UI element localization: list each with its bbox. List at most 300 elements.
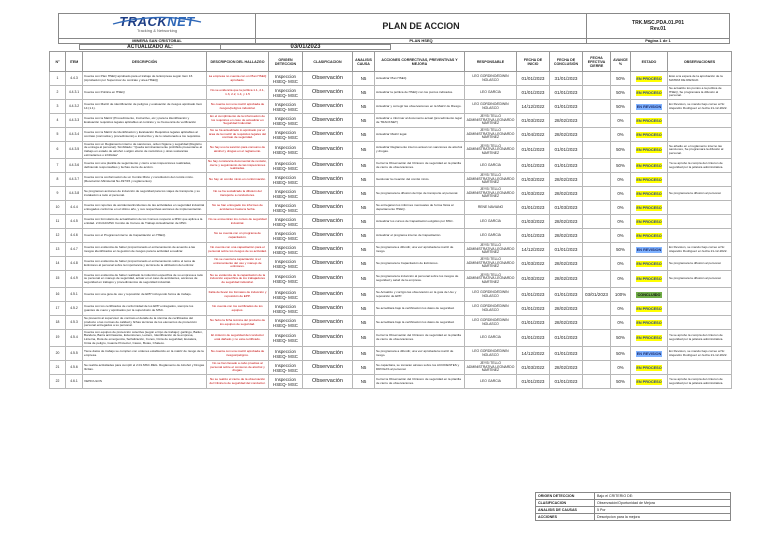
start-date: 01/04/2022 [517,128,550,142]
detection-origin: Inspeccion HSEQ- MSC [269,215,303,229]
close-date [583,86,611,100]
cause-analysis: N5 [353,173,375,187]
description: Cuenta con la conformación de un Comité Mixto y constitución del comité mixto. (Resolución Ministerial No.497/15 y reglamentos) [83,173,207,187]
responsible: LEO GORDINO/EDWIN NOLASCO [465,100,517,114]
end-date: 28/02/2023 [550,271,583,288]
description: Cuenta con un Reglamento interno de sanciones, orden higiene y seguridad (Registro de entrega al personal). Simbiliado: "Queda terminantemente prohibido presentarse al trabajo en estado de alcohol o algún efecto de narcóticos y otras sustancias estimulantes o inhibidas" [83,142,207,159]
status-badge: EN PROCESO [636,233,662,238]
table-row [50,361,732,375]
status-cell [631,187,668,201]
row-number: 8 [50,173,66,187]
observations [668,201,732,215]
status-badge: EN PROCESO [636,379,662,384]
description: Se presentó al supervisor de contrato el detalle de la nómina de certificados del producto o las normas de calidad y fichas técnicas de los elementos de protección personal entregados a su personal. [83,316,207,330]
document-revision: Rev.01 [650,26,666,32]
column-header: ORIGEN DETECCION [269,52,303,72]
corrective-action: Actualizar Plan HSEQ. [375,72,465,86]
start-date: 01/03/2022 [517,187,550,201]
finding-description: No se encuentran los cursos de seguridad industrial. [207,215,269,229]
table-row [50,201,732,215]
logo-swoosh-icon [111,14,203,29]
observations [668,229,732,243]
row-number: 4 [50,114,66,128]
corrective-action: Se Actualizo y corrigio las observación en la guía de Uso y reposición de EPP. [375,288,465,302]
legend-row [536,514,731,521]
cause-analysis: N5 [353,330,375,347]
end-date: 28/02/2023 [550,361,583,375]
item-code: 4.4.3.1 [66,86,83,100]
item-code: 4.5.1 [66,288,83,302]
status-cell [631,72,668,86]
responsible: JEYSI TELLO ADMINISTRATIVA LEONARDO MARTINEZ [465,361,517,375]
close-date [583,215,611,229]
start-date: 01/01/2023 [517,72,550,86]
legend-value: Observación/Oportunidad de Mejora [595,500,731,507]
updated-label: ACTUALIZADO AL: [79,44,221,50]
classification: Observación [303,302,353,316]
status-badge: EN PROCESO [636,90,662,95]
legend-value: Bajo el CRITERIO DE: [595,493,731,500]
item-code: 4.4.3.6 [66,159,83,173]
observations: Ya se aprobo la compra del cinturon de seguridad por la jefatura administrativa. [668,330,732,347]
cause-analysis: N5 [353,72,375,86]
classification: Observación [303,86,353,100]
start-date: 14/12/2022 [517,243,550,257]
responsible: JEYSI TELLO ADMINISTRATIVA LEONARDO MARTINEZ [465,243,517,257]
close-date [583,361,611,375]
page-number: Página 1 de 1 [645,37,671,43]
close-date [583,72,611,86]
end-date: 01/01/2023 [550,347,583,361]
status-badge: EN PROCESO [636,177,662,182]
corrective-action: Actualizar los cursos de Capacitación exigidos por MSC. [375,215,465,229]
responsible: LEO GORDINO/EDWIN NOLASCO [465,316,517,330]
progress-percent: 50% [611,330,631,347]
cause-analysis: N5 [353,316,375,330]
description: Cuenta con evidencia de haber proporcionado el entrenamiento sobre el tema de Extintores al personal sobre la importancia y técnica de la utilización del extintor. [83,257,207,271]
close-date: 03/01/2023 [583,288,611,302]
row-number: 20 [50,347,66,361]
table-row [50,375,732,389]
progress-percent: 0% [611,215,631,229]
table-row [50,142,732,159]
classification: Observación [303,159,353,173]
end-date: 28/02/2023 [550,302,583,316]
table-row [50,215,732,229]
column-header: ANALISIS CAUSA [353,52,375,72]
status-badge: EN PROCESO [636,277,662,281]
close-date [583,316,611,330]
end-date: 01/01/2023 [550,86,583,100]
item-code: 4.4.3.5 [66,142,83,159]
close-date [583,173,611,187]
finding-description: Falta de llevar los formatos de inducción y reposición de EPP. [207,288,269,302]
row-number: 2 [50,86,66,100]
end-date: 01/01/2023 [550,330,583,347]
progress-percent: 0% [611,114,631,128]
cause-analysis: N5 [353,361,375,375]
close-date [583,375,611,389]
corrective-action: Se capacitara, se tomaran alcotes sobre los ACCIDENTES y DROGAS al personal. [375,361,465,375]
classification: Observación [303,316,353,330]
legend-row [536,507,731,514]
description: Cuenta con formulario de actualización de los Correos respecto a MSC que aplica a la entidad. 2.01/A0.MSC Comité de Cursos de Trabajo Actualización de MSC. [83,215,207,229]
cause-analysis: N5 [353,201,375,215]
progress-percent: 50% [611,243,631,257]
plan-name: PLAN HSEQ [256,37,587,43]
progress-percent: 0% [611,271,631,288]
observations [668,173,732,187]
cause-analysis: N5 [353,229,375,243]
description: Cuenta con el Programa Interno de Capacitación en HSEQ. [83,229,207,243]
observations: Se actualizo los puntos a la política de HSEQ, Se programara la difusión al personal. [668,86,732,100]
detection-origin: Inspeccion HSEQ- MSC [269,347,303,361]
responsible: JEYSI TELLO ADMINISTRATIVA LEONARDO MARTINEZ [465,173,517,187]
responsible: LEO GORDINO/EDWIN NOLASCO [465,302,517,316]
status-badge: EN PROCESO [636,118,662,123]
status-cell [631,215,668,229]
cause-analysis: N5 [353,243,375,257]
corrective-action: Cerrar la Observación del Clinicero de seguridad en la planilla de cierre de observaciones. [375,330,465,347]
column-header: ITEM [66,52,83,72]
corrective-action: Se acreditara bajo la certificación los datos de seguridad. [375,302,465,316]
observations: Se añadio en el reglamento interno las sanciones, Se programara la difusión al personal. [668,142,732,159]
status-cell [631,288,668,302]
end-date: 01/01/2023 [550,375,583,389]
table-row [50,128,732,142]
column-header: RESPONSABLE [465,52,517,72]
progress-percent: 0% [611,316,631,330]
cause-analysis: N5 [353,375,375,389]
start-date: 01/03/2022 [517,215,550,229]
column-header: DESCRIPCION DEL HALLAZGO [207,52,269,72]
row-number: 5 [50,128,66,142]
progress-percent: 50% [611,86,631,100]
status-badge: EN REVISION [636,104,662,109]
legend-table [535,492,731,521]
responsible: RENE NAVIANO [465,201,517,215]
end-date: 28/02/2023 [550,114,583,128]
legend-value: Descripcion para la mejora [595,514,731,521]
responsible: LEO GORDINO/EDWIN NOLASCO [465,288,517,302]
responsible: JEYSI TELLO ADMINISTRATIVA LEONARDO MARTINEZ [465,187,517,201]
detection-origin: Inspeccion HSEQ- MSC [269,302,303,316]
responsible: JEYSI TELLO ADMINISTRATIVA LEONARDO MARTINEZ [465,271,517,288]
progress-percent: 0% [611,361,631,375]
status-cell [631,201,668,215]
classification: Observación [303,201,353,215]
observations: Se programara la difusión al personal. [668,187,732,201]
start-date: 01/01/2023 [517,86,550,100]
status-badge: EN PROCESO [636,336,662,340]
classification: Observación [303,100,353,114]
description: Cuenta con equipos de protección colectiva (según el tipo de trabajo): garlingo, Bailun, Bandera, Barra antirrasante, Extensiones, Letrero, Identificación de la empresa, Linterna, Ruta de emergencia, Señalización, Conos, Cinta de seguridad, Escalera, Cinta de peligro, Guante Protector, Casco, Botas, Chaleco. [83,330,207,347]
detection-origin: Inspeccion HSEQ- MSC [269,361,303,375]
legend-key: ORIGEN DETECCION [536,493,595,500]
responsible: LEO GARCIA [465,330,517,347]
finding-description: No se evidencia de la capacitación de la inducción específica de los trabajadores de seguridad industrial. [207,271,269,288]
status-badge: EN PROCESO [636,132,662,137]
cause-analysis: N5 [353,257,375,271]
responsible: JEYSI TELLO ADMINISTRATIVA LEONARDO MARTINEZ [465,114,517,128]
detection-origin: Inspeccion HSEQ- MSC [269,86,303,100]
description: Cuenta con Matriz de identificación de peligros y evaluación de riesgos aprobado Item 14 (1.1). [83,100,207,114]
observations: Ya se aprobo la compra del cinturon de seguridad por la jefatura administrativa. [668,159,732,173]
status-cell [631,271,668,288]
item-code: 4.4.9 [66,271,83,288]
row-number: 7 [50,159,66,173]
description: VEHICULOS [83,375,207,389]
logo-text: TRACKNET [119,14,195,29]
status-badge: EN PROCESO [636,320,662,325]
status-cell [631,142,668,159]
observations: En Revision, se mando bajo correo al Sr. Alejandro Rodriguez en fecha 21-12-2022. [668,100,732,114]
start-date: 01/01/2023 [517,288,550,302]
document-title: PLAN DE ACCION [256,14,587,38]
status-cell [631,375,668,389]
close-date [583,229,611,243]
column-header: ESTADO [631,52,668,72]
start-date: 01/01/2023 [517,142,550,159]
corrective-action: Actualizar Reglamento interno actual con sanciones de alcohol y drogas. [375,142,465,159]
classification: Observación [303,215,353,229]
start-date: 01/01/2023 [517,159,550,173]
start-date: 01/01/2023 [517,229,550,243]
classification: Observación [303,187,353,201]
corrective-action: Se programara la Capacitación de Extintores. [375,257,465,271]
end-date: 01/01/2023 [550,159,583,173]
status-badge: EN REVISION [636,247,662,252]
row-number: 1 [50,72,66,86]
detection-origin: Inspeccion HSEQ- MSC [269,128,303,142]
progress-percent: 0% [611,173,631,187]
end-date: 01/01/2023 [550,100,583,114]
progress-percent: 100% [611,288,631,302]
finding-description: No cuenta con una matriz aprobada de riesgos/peligros. [207,347,269,361]
status-cell [631,86,668,100]
end-date: 01/01/2023 [550,288,583,302]
status-badge: EN PROCESO [636,365,662,370]
classification: Observación [303,142,353,159]
progress-percent: 50% [611,375,631,389]
observations [668,288,732,302]
start-date: 01/01/2023 [517,302,550,316]
detection-origin: Inspeccion HSEQ- MSC [269,243,303,257]
row-number: 18 [50,316,66,330]
close-date [583,302,611,316]
legend-key: ACCIONES [536,514,595,521]
table-row [50,100,732,114]
updated-date: 03/01/2023 [221,44,391,50]
cause-analysis: N5 [353,128,375,142]
progress-percent: 50% [611,347,631,361]
finding-description: No cuenta con una matriz aprobada de riesgos/peligros industrial. [207,100,269,114]
close-date [583,142,611,159]
cause-analysis: N5 [353,86,375,100]
finding-description: No se ha actualizado lo aprobado por el área de la matriz de requisitos legales del contrato de seguridad. [207,128,269,142]
start-date: 01/03/2022 [517,257,550,271]
classification: Observación [303,173,353,187]
responsible: LEO GORDINO/EDWIN NOLASCO [465,347,517,361]
row-number: 3 [50,100,66,114]
start-date: 01/01/2023 [517,201,550,215]
observations [668,302,732,316]
responsible: LEO GARCIA [465,159,517,173]
column-header: FECHA DE INICIO [517,52,550,72]
corrective-action: Se entregaran los informes mensuales de forma física al departamento HSEQ. [375,201,465,215]
item-code: 4.4.8 [66,257,83,271]
close-date [583,159,611,173]
responsible: LEO GARCIA [465,375,517,389]
column-header: OBSERVACIONES [668,52,732,72]
detection-origin: Inspeccion HSEQ- MSC [269,142,303,159]
corrective-action: Se programara la difusión del tipo de transporte al personal. [375,187,465,201]
finding-description: No hay un comité mixto en conformación. [207,173,269,187]
start-date: 01/01/2023 [517,316,550,330]
cause-analysis: N5 [353,288,375,302]
document-subheader [58,37,730,44]
classification: Observación [303,375,353,389]
observations: Ya se aprobo la compra del cinturon de seguridad por la jefatura administrativa. [668,375,732,389]
row-number: 6 [50,142,66,159]
item-code: 4.4.6 [66,229,83,243]
row-number: 17 [50,302,66,316]
corrective-action: Actualizar Matriz legal. [375,128,465,142]
legend-key: CLASIFICACION [536,500,595,507]
cause-analysis: N5 [353,142,375,159]
column-header: AVANCE % [611,52,631,72]
table-row [50,229,732,243]
start-date: 01/01/2023 [517,375,550,389]
status-badge: EN PROCESO [636,76,662,81]
detection-origin: Inspeccion HSEQ- MSC [269,257,303,271]
observations [668,361,732,375]
item-code: 4.4.3.4 [66,128,83,142]
row-number: 9 [50,187,66,201]
cause-analysis: N5 [353,114,375,128]
action-plan-table [49,51,732,389]
corrective-action: Gestionar la creación del comité mixto. [375,173,465,187]
classification: Observación [303,243,353,257]
corrective-action: Actualizar la política de HSEQ con los puntos indicados. [375,86,465,100]
cause-analysis: N5 [353,187,375,201]
table-row [50,257,732,271]
description: Tiene datos de trabajo se cumplen con ordenes establecido en la matriz de riesgo de la empresa. [83,347,207,361]
table-row [50,302,732,316]
document-code [587,14,729,38]
observations [668,215,732,229]
responsible: LEO GARCIA [465,215,517,229]
item-code: 4.5.4 [66,330,83,347]
document-code-text: TRK.MSC.PDA.01.P01 [632,20,684,26]
classification: Observación [303,72,353,86]
progress-percent: 50% [611,159,631,173]
table-row [50,173,732,187]
status-cell [631,257,668,271]
company-logo [59,14,256,38]
column-header: ACCIONES CORRECTIVAS, PREVENTIVAS Y MEJORA [375,52,465,72]
status-badge: EN PROCESO [636,148,662,152]
end-date: 28/02/2023 [550,128,583,142]
corrective-action: Actualizar el programa interno de Capacitación. [375,229,465,243]
close-date [583,187,611,201]
end-date: 28/02/2023 [550,257,583,271]
detection-origin: Inspeccion HSEQ- MSC [269,173,303,187]
status-badge: EN PROCESO [636,191,662,196]
cause-analysis: N5 [353,271,375,288]
item-code: 4.4.3.8 [66,187,83,201]
column-header: FECHA DE CONCLUSIÓN [550,52,583,72]
detection-origin: Inspeccion HSEQ- MSC [269,201,303,215]
column-header: N° [50,52,66,72]
table-body [50,72,732,389]
finding-description: No hay uso la sanción para consumo de alcohol y drogas en el reglamento. [207,142,269,159]
logo-subtitle: Tracking & Networking [136,28,178,33]
start-date: 01/01/2023 [517,330,550,347]
row-number: 13 [50,243,66,257]
responsible: LEO GARCIA [465,86,517,100]
description: Cuenta con la Matriz de Identificación y Evaluación Requisitos legales aplicables al contrato (normativa y procedimiento) e instructivo y de lo relacionado a los requisitos. [83,128,207,142]
responsible: LEO GARCIA [465,229,517,243]
status-cell [631,173,668,187]
finding-description: La empresa no cuenta con un Plan HSEQ aprobado. [207,72,269,86]
column-header: CLASIFICACION [303,52,353,72]
status-cell [631,159,668,173]
end-date: 28/02/2023 [550,316,583,330]
start-date: 01/03/2022 [517,114,550,128]
observations [668,316,732,330]
observations: En Revision, se mando bajo correo al Sr. Alejandro Rodriguez en fecha 21-12-2022. [668,243,732,257]
corrective-action: Cerrar la Observación del Clinicero de seguridad en la planilla de cierre de observaciones. [375,159,465,173]
row-number: 16 [50,288,66,302]
status-cell [631,100,668,114]
document-header [58,13,730,39]
updated-date-block [79,44,391,50]
observations: Se programara la difusión al personal. [668,271,732,288]
item-code: 4.6.1 [66,375,83,389]
table-header-row [50,52,732,72]
classification: Observación [303,288,353,302]
progress-percent: 0% [611,257,631,271]
classification: Observación [303,330,353,347]
classification: Observación [303,347,353,361]
detection-origin: Inspeccion HSEQ- MSC [269,375,303,389]
row-number: 10 [50,201,66,215]
finding-description: No hubo la ficha técnica del producto de los equipos de seguridad. [207,316,269,330]
description: Cuenta con una guía de uso y reposición de EPP incluyendo forma de trabajo. [83,288,207,302]
detection-origin: Inspeccion HSEQ- MSC [269,187,303,201]
status-badge: EN PROCESO [636,163,662,168]
detection-origin: Inspeccion HSEQ- MSC [269,316,303,330]
start-date: 01/03/2022 [517,271,550,288]
column-header: FECHA EFECTIVA CIERRE [583,52,611,72]
description: Cuenta con Plan HSEQ aprobado para el trabajo de la Empresa según Item 16 (Aprobación por Supervisor de contrato y área HSEQ) [83,72,207,86]
responsible: LEO GORDINO/EDWIN NOLASCO [465,72,517,86]
cause-analysis: N5 [353,159,375,173]
classification: Observación [303,257,353,271]
corrective-action: Cerrar la Observación del Clinicero de seguridad en la planilla de cierre de observaciones. [375,375,465,389]
finding-description: No se cuenta la capacitación ni el entrenamiento del uso y manejo de extintores. [207,257,269,271]
responsible: JEYSI TELLO ADMINISTRATIVA LEONARDO MARTINEZ [465,142,517,159]
table-row [50,316,732,330]
finding-description: No se cuenta con un programa de capacitación. [207,229,269,243]
classification: Observación [303,361,353,375]
end-date: 01/03/2023 [550,201,583,215]
corrective-action: Se programara la inducción al personal sobre los riesgos de seguridad y salud de la empresa. [375,271,465,288]
finding-description: El cinturón de seguridad del conductor está dañado y no esta certificado. [207,330,269,347]
start-date: 14/12/2022 [517,347,550,361]
start-date: 01/03/2022 [517,173,550,187]
